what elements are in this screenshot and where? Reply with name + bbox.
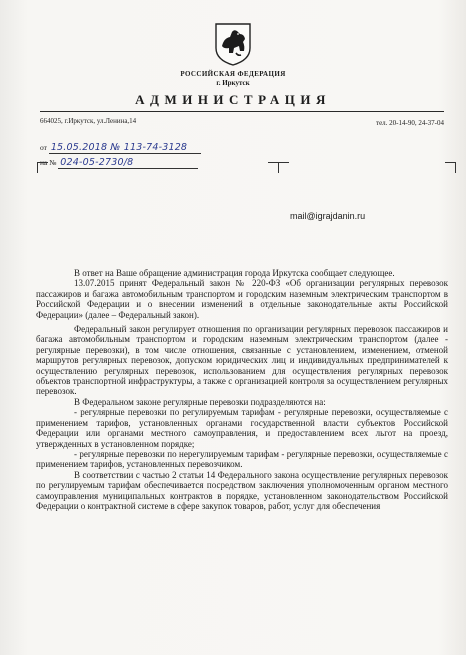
organization-address: 664025, г.Иркутск, ул.Ленина,14 <box>40 117 137 125</box>
to-value: 024-05-2730/8 <box>60 157 134 168</box>
organization-title: АДМИНИСТРАЦИЯ <box>135 92 331 107</box>
organization-phone: тел. 20-14-90, 24-37-04 <box>376 119 444 127</box>
list-item: - регулярные перевозки по регулируемым тарифам - регулярные перевозки, осуществляемые с применением тарифов, установленных органами государственной власти субъектов Российской Федерации или органами местного самоуправления, и предоставлением всех льгот на проезд, утвержденных в установленном порядке; <box>36 407 448 449</box>
city-name: г. Иркутск <box>216 79 250 87</box>
address-field-corner <box>278 162 289 173</box>
paragraph: В ответ на Ваше обращение администрация города Иркутска сообщает следующее. <box>74 268 395 278</box>
paragraph: Федеральный закон регулирует отношения по организации регулярных перевозок пассажиров и багажа автомобильным транспортом и городским наземным электрическим транспортом (далее - регулярные перевозки), в том числе отношения, связанные с установлением, изменением, отменой маршрутов регулярных перевозок, допуском юридических лиц и индивидуальных предпринимателей к осуществлению регулярных перевозок, использованием для осуществления регулярных перевозок объектов транспортной инфраструктуры, а также с организацией контроля за осуществлением регулярных перевозок. <box>36 324 448 397</box>
list-item: - регулярные перевозки по нерегулируемым тарифам - регулярные перевозки, осуществляемые с применением тарифов, установленных перевозчиком. <box>36 448 448 470</box>
letter-body <box>36 268 448 511</box>
irkutsk-coat-of-arms-icon <box>214 22 252 66</box>
address-field-corner <box>445 162 456 173</box>
incoming-registration <box>40 157 198 169</box>
from-label: от <box>40 143 47 152</box>
country-name: РОССИЙСКАЯ ФЕДЕРАЦИЯ <box>180 70 286 78</box>
to-label: на № <box>40 158 57 167</box>
recipient-email: mail@igrajdanin.ru <box>290 211 366 221</box>
paragraph: В Федеральном законе регулярные перевозки подразделяются на: <box>74 396 326 407</box>
address-field-corner <box>37 162 48 173</box>
header-divider <box>40 111 444 112</box>
outgoing-registration <box>40 142 201 154</box>
paragraph: В соответствии с частью 2 статьи 14 Федерального закона осуществление регулярных перевозок по регулируемым тарифам обеспечивается посредством заключения уполномоченным органом местного самоуправления муниципальных контрактов в порядке, установленном законодательством Российской Федерации о контрактной системе в сфере закупок товаров, работ, услуг для обеспечения <box>36 469 448 511</box>
from-value: 15.05.2018 № 113-74-3128 <box>50 142 188 153</box>
paragraph: 13.07.2015 принят Федеральный закон № 220-ФЗ «Об организации регулярных перевозок пассажиров и багажа автомобильным транспортом и городским наземным электрическим транспортом в Российской Федерации и о внесении изменений в отдельные законодательные акты Российской Федерации» (далее – Федеральный закон). <box>36 278 448 320</box>
